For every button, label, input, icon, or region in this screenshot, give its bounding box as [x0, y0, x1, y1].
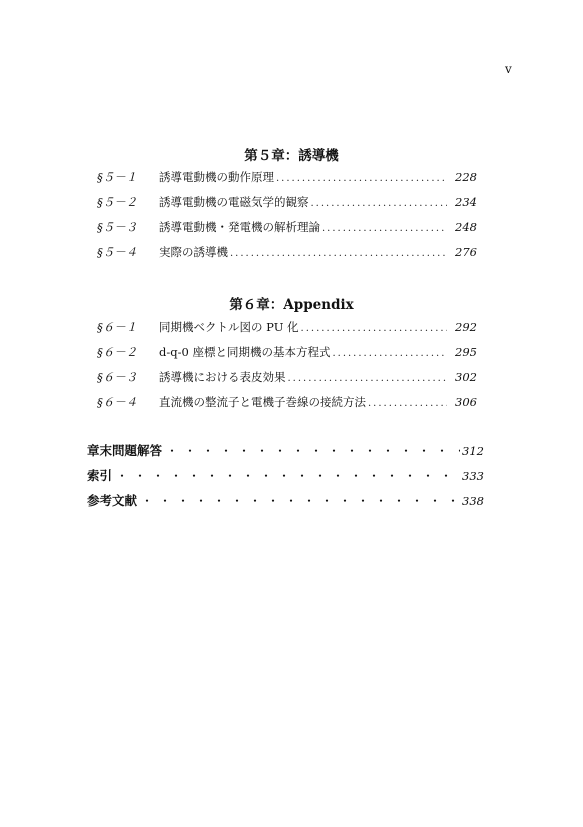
- backmatter-title: 章末問題解答: [87, 443, 163, 458]
- toc-entry[interactable]: [97, 244, 477, 260]
- entry-page: 248: [455, 220, 477, 234]
- toc-entry[interactable]: [97, 219, 477, 235]
- toc-entry[interactable]: [97, 194, 477, 210]
- chapter-6-title: 第６章：Appendix: [229, 297, 354, 313]
- toc-entry[interactable]: [97, 369, 477, 385]
- dot-leader: [116, 467, 460, 485]
- entry-page: 276: [455, 245, 477, 259]
- entry-title: 同期機ベクトル図の PU 化: [159, 320, 299, 334]
- dot-leader: [322, 221, 447, 237]
- backmatter-entry-references[interactable]: [87, 492, 484, 510]
- dot-leader: [230, 246, 447, 262]
- dot-leader: [166, 442, 460, 460]
- section-number: §５－４: [97, 245, 138, 259]
- entry-title: d-q-0 座標と同期機の基本方程式: [159, 345, 331, 359]
- dot-leader: [276, 171, 447, 187]
- section-number: §５－２: [97, 195, 138, 209]
- dot-leader: [368, 396, 447, 412]
- entry-page: 234: [455, 195, 477, 209]
- chapter-5-title: 第５章：誘導機: [244, 148, 339, 164]
- entry-title: 誘導電動機の電磁気学的観察: [159, 195, 309, 209]
- dot-leader: [311, 196, 448, 212]
- backmatter-title: 索引: [87, 468, 113, 483]
- backmatter-page: 312: [462, 444, 484, 458]
- dot-leader: [288, 371, 448, 387]
- section-number: §５－３: [97, 220, 138, 234]
- backmatter-entry-answers[interactable]: [87, 442, 484, 460]
- entry-page: 302: [455, 370, 477, 384]
- dot-leader: [141, 492, 460, 510]
- backmatter-title: 参考文献: [87, 493, 138, 508]
- toc-entry[interactable]: [97, 344, 477, 360]
- backmatter-entry-index[interactable]: [87, 467, 484, 485]
- toc-entry[interactable]: [97, 394, 477, 410]
- backmatter-page: 338: [462, 494, 484, 508]
- section-number: §６－４: [97, 395, 138, 409]
- toc-entry[interactable]: [97, 169, 477, 185]
- section-number: §５－１: [97, 170, 138, 184]
- section-number: §６－２: [97, 345, 138, 359]
- section-number: §６－１: [97, 320, 138, 334]
- entry-title: 誘導電動機の動作原理: [159, 170, 274, 184]
- entry-page: 306: [455, 395, 477, 409]
- page-number: v: [505, 62, 512, 76]
- backmatter-page: 333: [462, 469, 484, 483]
- entry-title: 誘導電動機・発電機の解析理論: [159, 220, 320, 234]
- dot-leader: [301, 321, 447, 337]
- dot-leader: [332, 346, 447, 362]
- entry-title: 誘導機における表皮効果: [159, 370, 286, 384]
- entry-page: 292: [455, 320, 477, 334]
- toc-entry[interactable]: [97, 319, 477, 335]
- entry-title: 実際の誘導機: [159, 245, 228, 259]
- entry-page: 295: [455, 345, 477, 359]
- entry-title: 直流機の整流子と電機子巻線の接続方法: [159, 395, 366, 409]
- entry-page: 228: [455, 170, 477, 184]
- section-number: §６－３: [97, 370, 138, 384]
